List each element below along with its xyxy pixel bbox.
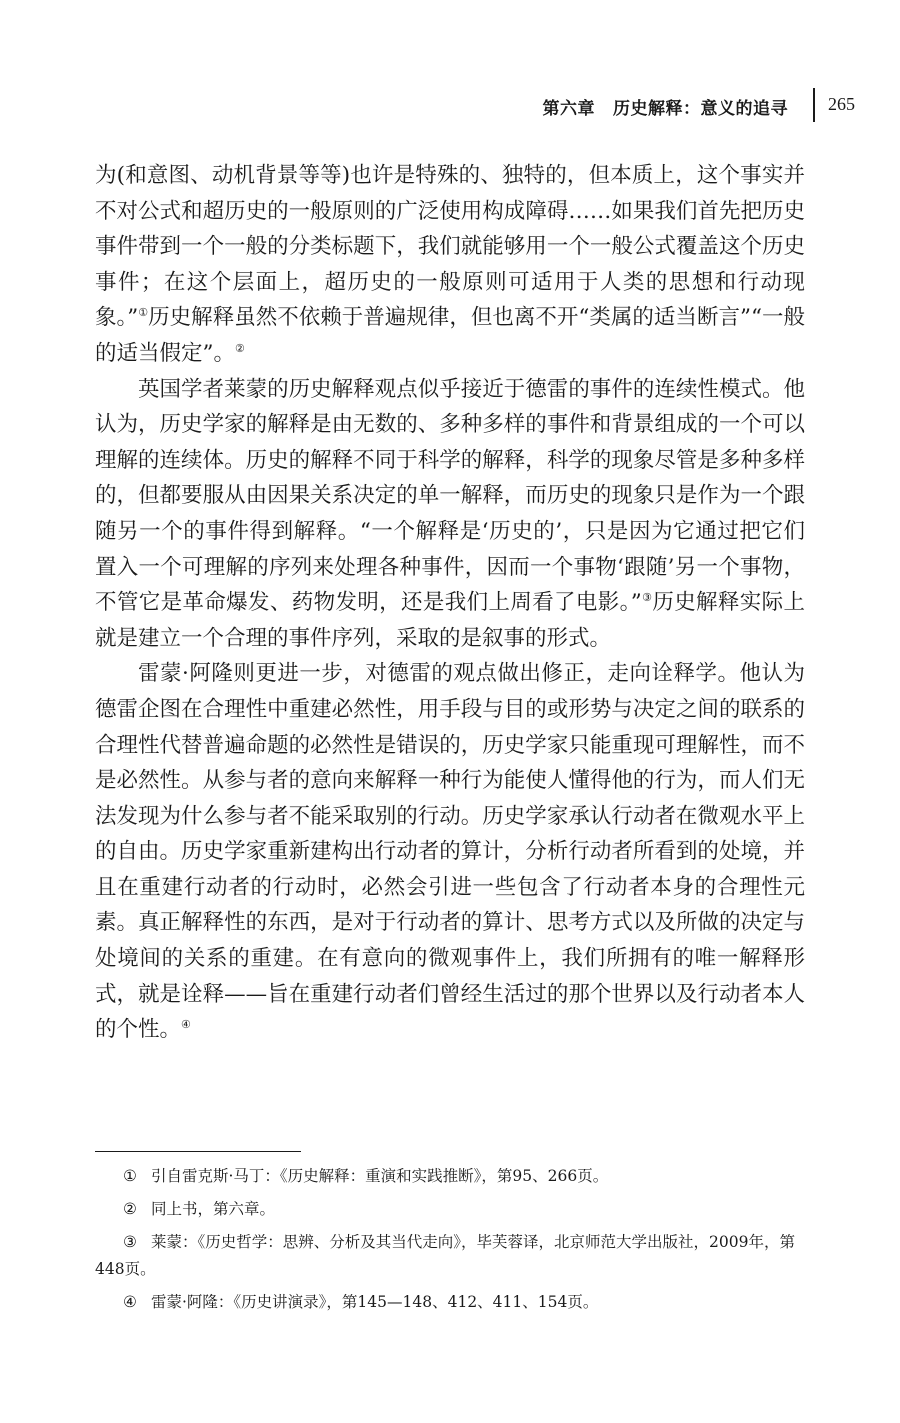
main-text bbox=[95, 158, 805, 1048]
paragraph bbox=[95, 372, 805, 657]
header-divider bbox=[813, 88, 815, 122]
footnote-text: 同上书，第六章。 bbox=[151, 1200, 276, 1218]
paragraph-text: 英国学者莱蒙的历史解释观点似乎接近于德雷的事件的连续性模式。他认为，历史学家的解释是由无数的、多种多样的事件和背景组成的一个可以理解的连续体。历史的解释不同于科学的解释，科学的现象尽管是多种多样的，但都要服从由因果关系决定的单一解释，而历史的现象只是作为一个跟随另一个的事件得到解释。“一个解释是‘历史的’，只是因为它通过把它们置入一个可理解的序列来处理各种事件，因而一个事物‘跟随’另一个事物，不管它是革命爆发、药物发明，还是我们上周看了电影。” bbox=[95, 376, 805, 616]
paragraph bbox=[95, 158, 805, 372]
footnote-mark: ② bbox=[123, 1200, 137, 1218]
footnotes bbox=[95, 1163, 807, 1322]
paragraph-text: 历史解释虽然不依赖于普遍规律，但也离不开“类属的适当断言”“一般的适当假定”。 bbox=[95, 305, 805, 366]
footnote-divider bbox=[95, 1151, 301, 1152]
paragraph-text: 历史解释实际上就是建立一个合理的事件序列，采取的是叙事的形式。 bbox=[95, 590, 805, 651]
chapter-heading bbox=[543, 94, 789, 119]
footnote-text: 引自雷克斯·马丁：《历史解释：重演和实践推断》，第95、266页。 bbox=[151, 1167, 609, 1185]
footnote-ref: ② bbox=[235, 341, 245, 355]
paragraph-text: 为(和意图、动机背景等等)也许是特殊的、独特的，但本质上，这个事实并不对公式和超历史的一般原则的广泛使用构成障碍……如果我们首先把历史事件带到一个一般的分类标题下，我们就能够用一个一般公式覆盖这个历史事件；在这个层面上，超历史的一般原则可适用于人类的思想和行动现象。” bbox=[95, 163, 805, 331]
footnote-ref: ① bbox=[138, 306, 149, 320]
chapter-title: 历史解释：意义的追寻 bbox=[613, 99, 788, 119]
footnote-ref: ③ bbox=[641, 591, 653, 605]
running-header bbox=[0, 88, 900, 128]
footnote-text: 雷蒙·阿隆：《历史讲演录》，第145—148、412、411、154页。 bbox=[151, 1293, 599, 1311]
footnote-mark: ① bbox=[123, 1167, 137, 1185]
footnote-ref: ④ bbox=[181, 1018, 191, 1032]
footnote-mark: ③ bbox=[123, 1233, 137, 1251]
footnote bbox=[95, 1289, 807, 1316]
paragraph bbox=[95, 656, 805, 1048]
footnote-text: 莱蒙：《历史哲学：思辨、分析及其当代走向》，毕芙蓉译，北京师范大学出版社，2009年，第448页。 bbox=[95, 1233, 795, 1278]
footnote-mark: ④ bbox=[123, 1293, 137, 1311]
paragraph-text: 雷蒙·阿隆则更进一步，对德雷的观点做出修正，走向诠释学。他认为德雷企图在合理性中重建必然性，用手段与目的或形势与决定之间的联系的合理性代替普遍命题的必然性是错误的，历史学家只能重现可理解性，而不是必然性。从参与者的意向来解释一种行为能使人懂得他的行为，而人们无法发现为什么参与者不能采取别的行动。历史学家承认行动者在微观水平上的自由。历史学家重新建构出行动者的算计，分析行动者所看到的处境，并且在重建行动者的行动时，必然会引进一些包含了行动者本身的合理性元素。真正解释性的东西，是对于行动者的算计、思考方式以及所做的决定与处境间的关系的重建。在有意向的微观事件上，我们所拥有的唯一解释形式，就是诠释——旨在重建行动者们曾经生活过的那个世界以及行动者本人的个性。 bbox=[95, 661, 805, 1043]
chapter-number: 第六章 bbox=[542, 99, 595, 119]
page-number: 265 bbox=[828, 94, 855, 114]
footnote bbox=[95, 1229, 807, 1283]
footnote bbox=[95, 1196, 807, 1223]
footnote bbox=[95, 1163, 807, 1190]
